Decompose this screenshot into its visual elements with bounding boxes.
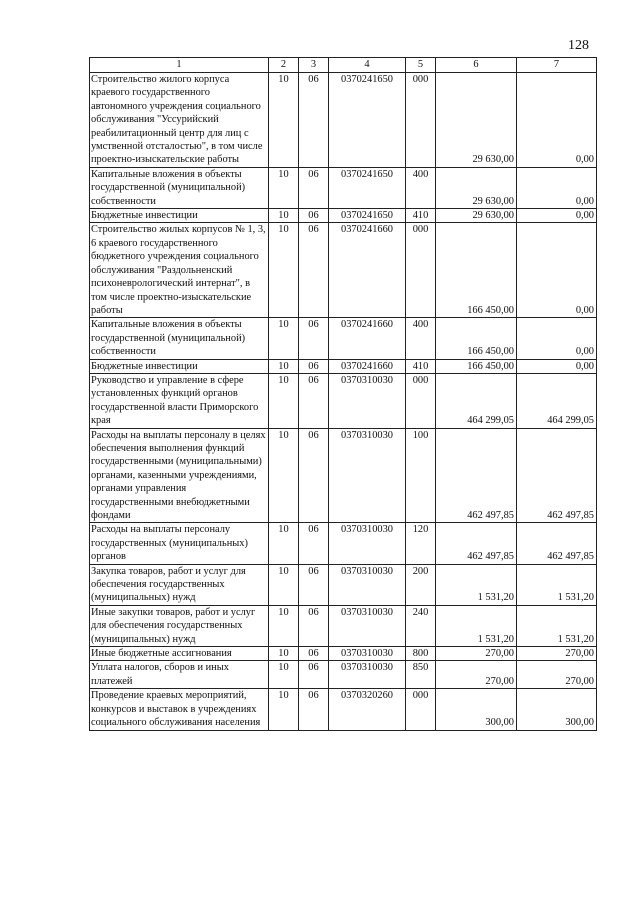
column-header: 5 <box>406 58 436 73</box>
amount-col6: 300,00 <box>436 689 517 730</box>
subsection-code: 06 <box>299 359 329 373</box>
amount-col7: 462 497,85 <box>517 523 597 564</box>
row-name: Закупка товаров, работ и услуг для обеспечения государственных (муниципальных) нужд <box>90 564 269 605</box>
row-name: Иные закупки товаров, работ и услуг для обеспечения государственных (муниципальных) нужд <box>90 605 269 646</box>
expense-type-code: 100 <box>406 428 436 523</box>
table-row <box>90 661 597 689</box>
target-article-code: 0370310030 <box>329 523 406 564</box>
subsection-code: 06 <box>299 373 329 428</box>
amount-col7: 0,00 <box>517 209 597 223</box>
row-name: Строительство жилого корпуса краевого государственного автономного учреждения социального обслуживания "Уссурийский реабилитационный центр для лиц с умственной отсталостью", в том числе проектно-изыскательские работы <box>90 73 269 168</box>
subsection-code: 06 <box>299 647 329 661</box>
column-header: 3 <box>299 58 329 73</box>
section-code: 10 <box>269 428 299 523</box>
amount-col7: 462 497,85 <box>517 428 597 523</box>
amount-col7: 270,00 <box>517 661 597 689</box>
target-article-code: 0370241650 <box>329 209 406 223</box>
expense-type-code: 120 <box>406 523 436 564</box>
expense-type-code: 850 <box>406 661 436 689</box>
table-row <box>90 73 597 168</box>
row-name: Расходы на выплаты персоналу в целях обеспечения выполнения функций государственными (муниципальными) органами, казенными учреждениями, органами управления государственными внебюджетными фондами <box>90 428 269 523</box>
target-article-code: 0370310030 <box>329 647 406 661</box>
amount-col7: 0,00 <box>517 359 597 373</box>
subsection-code: 06 <box>299 564 329 605</box>
expense-type-code: 000 <box>406 223 436 318</box>
table-row <box>90 564 597 605</box>
subsection-code: 06 <box>299 523 329 564</box>
amount-col6: 270,00 <box>436 661 517 689</box>
section-code: 10 <box>269 359 299 373</box>
expense-type-code: 240 <box>406 605 436 646</box>
amount-col7: 1 531,20 <box>517 605 597 646</box>
page-number: 128 <box>568 38 589 53</box>
subsection-code: 06 <box>299 661 329 689</box>
row-name: Бюджетные инвестиции <box>90 209 269 223</box>
amount-col6: 166 450,00 <box>436 223 517 318</box>
subsection-code: 06 <box>299 689 329 730</box>
target-article-code: 0370310030 <box>329 373 406 428</box>
target-article-code: 0370320260 <box>329 689 406 730</box>
amount-col6: 270,00 <box>436 647 517 661</box>
table-row <box>90 223 597 318</box>
expense-type-code: 410 <box>406 209 436 223</box>
row-name: Иные бюджетные ассигнования <box>90 647 269 661</box>
row-name: Уплата налогов, сборов и иных платежей <box>90 661 269 689</box>
amount-col6: 29 630,00 <box>436 73 517 168</box>
expense-type-code: 000 <box>406 373 436 428</box>
header-row <box>90 58 597 73</box>
section-code: 10 <box>269 523 299 564</box>
section-code: 10 <box>269 689 299 730</box>
amount-col6: 1 531,20 <box>436 564 517 605</box>
column-header: 7 <box>517 58 597 73</box>
table-row <box>90 318 597 359</box>
section-code: 10 <box>269 223 299 318</box>
amount-col7: 0,00 <box>517 167 597 208</box>
section-code: 10 <box>269 209 299 223</box>
column-header: 2 <box>269 58 299 73</box>
subsection-code: 06 <box>299 318 329 359</box>
subsection-code: 06 <box>299 167 329 208</box>
amount-col6: 1 531,20 <box>436 605 517 646</box>
expense-type-code: 400 <box>406 167 436 208</box>
amount-col7: 0,00 <box>517 318 597 359</box>
section-code: 10 <box>269 373 299 428</box>
expense-type-code: 400 <box>406 318 436 359</box>
table-row <box>90 209 597 223</box>
row-name: Капитальные вложения в объекты государственной (муниципальной) собственности <box>90 167 269 208</box>
row-name: Бюджетные инвестиции <box>90 359 269 373</box>
table-row <box>90 359 597 373</box>
section-code: 10 <box>269 564 299 605</box>
subsection-code: 06 <box>299 223 329 318</box>
subsection-code: 06 <box>299 605 329 646</box>
table-row <box>90 428 597 523</box>
row-name: Строительство жилых корпусов № 1, 3, 6 краевого государственного бюджетного учреждения социального обслуживания "Раздольненский психоневрологический интернат", в том числе проектно-изыскательские работы <box>90 223 269 318</box>
target-article-code: 0370241660 <box>329 359 406 373</box>
target-article-code: 0370310030 <box>329 564 406 605</box>
amount-col6: 29 630,00 <box>436 167 517 208</box>
subsection-code: 06 <box>299 209 329 223</box>
target-article-code: 0370241660 <box>329 318 406 359</box>
target-article-code: 0370241650 <box>329 73 406 168</box>
target-article-code: 0370310030 <box>329 661 406 689</box>
table-row <box>90 373 597 428</box>
amount-col7: 0,00 <box>517 223 597 318</box>
amount-col6: 462 497,85 <box>436 523 517 564</box>
table-row <box>90 689 597 730</box>
amount-col6: 462 497,85 <box>436 428 517 523</box>
expense-type-code: 200 <box>406 564 436 605</box>
amount-col7: 1 531,20 <box>517 564 597 605</box>
column-header: 4 <box>329 58 406 73</box>
section-code: 10 <box>269 647 299 661</box>
amount-col6: 166 450,00 <box>436 318 517 359</box>
section-code: 10 <box>269 605 299 646</box>
table-row <box>90 167 597 208</box>
section-code: 10 <box>269 73 299 168</box>
target-article-code: 0370241660 <box>329 223 406 318</box>
target-article-code: 0370241650 <box>329 167 406 208</box>
subsection-code: 06 <box>299 73 329 168</box>
amount-col6: 464 299,05 <box>436 373 517 428</box>
section-code: 10 <box>269 661 299 689</box>
section-code: 10 <box>269 167 299 208</box>
target-article-code: 0370310030 <box>329 428 406 523</box>
expense-type-code: 000 <box>406 73 436 168</box>
table-row <box>90 523 597 564</box>
amount-col7: 300,00 <box>517 689 597 730</box>
row-name: Капитальные вложения в объекты государственной (муниципальной) собственности <box>90 318 269 359</box>
amount-col6: 166 450,00 <box>436 359 517 373</box>
row-name: Проведение краевых мероприятий, конкурсов и выставок в учреждениях социального обслуживания населения <box>90 689 269 730</box>
amount-col6: 29 630,00 <box>436 209 517 223</box>
expense-type-code: 410 <box>406 359 436 373</box>
row-name: Руководство и управление в сфере установленных функций органов государственной власти Приморского края <box>90 373 269 428</box>
budget-table <box>89 57 597 731</box>
expense-type-code: 800 <box>406 647 436 661</box>
amount-col7: 0,00 <box>517 73 597 168</box>
row-name: Расходы на выплаты персоналу государственных (муниципальных) органов <box>90 523 269 564</box>
table-row <box>90 605 597 646</box>
target-article-code: 0370310030 <box>329 605 406 646</box>
column-header: 1 <box>90 58 269 73</box>
section-code: 10 <box>269 318 299 359</box>
amount-col7: 464 299,05 <box>517 373 597 428</box>
table-row <box>90 647 597 661</box>
column-header: 6 <box>436 58 517 73</box>
subsection-code: 06 <box>299 428 329 523</box>
expense-type-code: 000 <box>406 689 436 730</box>
amount-col7: 270,00 <box>517 647 597 661</box>
